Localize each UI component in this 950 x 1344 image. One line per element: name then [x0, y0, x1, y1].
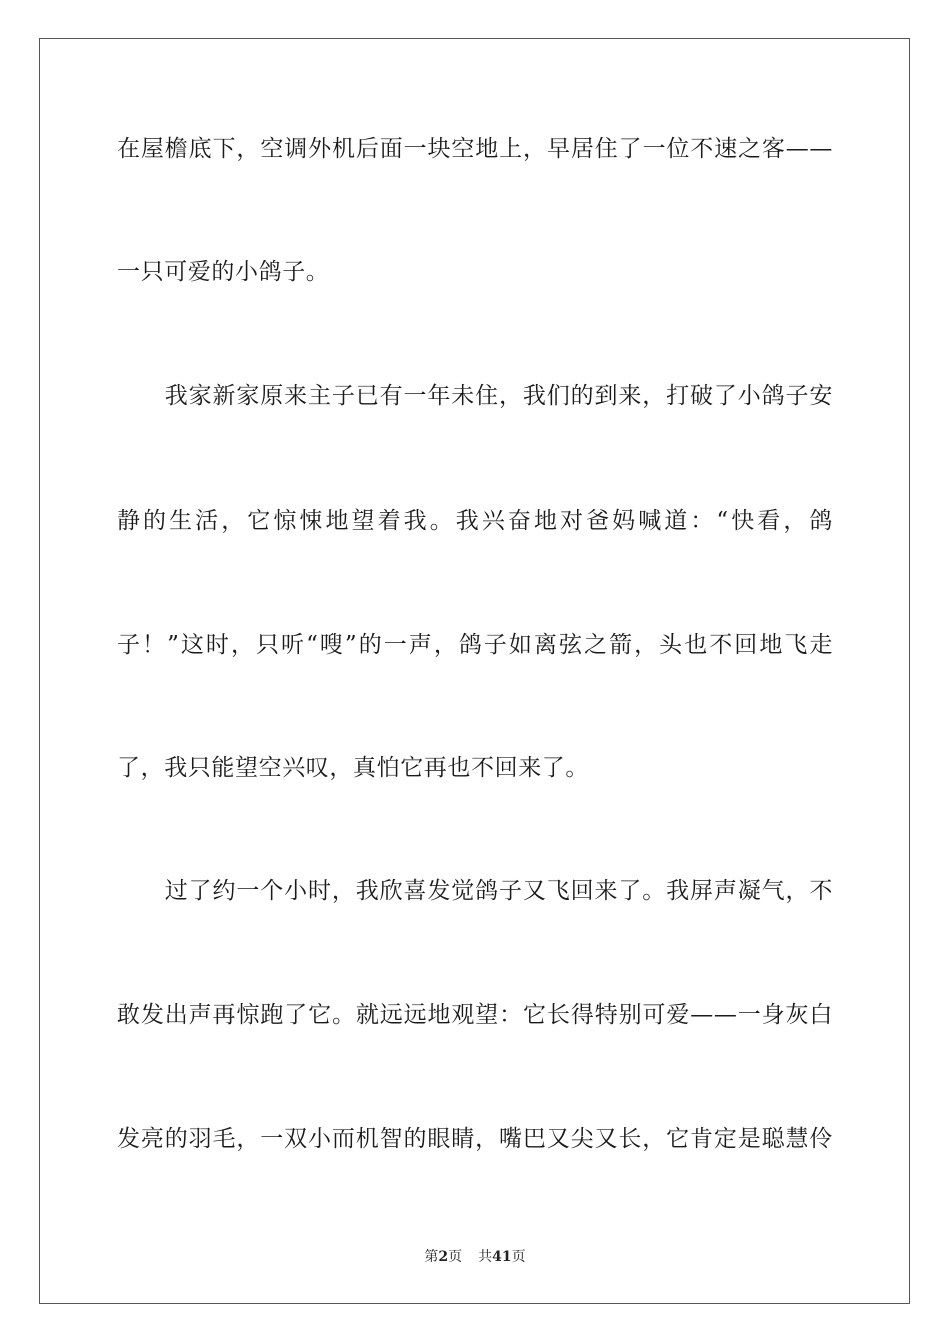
paragraph-line: 我家新家原来主子已有一年未住，我们的到来，打破了小鸽子安: [117, 383, 833, 409]
page-number-label: 第2页: [424, 1249, 463, 1265]
paragraph-line: 发亮的羽毛，一双小而机智的眼睛，嘴巴又尖又长，它肯定是聪慧伶: [117, 1126, 833, 1152]
paragraph-line: 过了约一个小时，我欣喜发觉鸽子又飞回来了。我屏声凝气，不: [117, 878, 833, 904]
paragraph-line: 子！”这时，只听“嗖”的一声，鸽子如离弦之箭，头也不回地飞走: [117, 632, 833, 658]
page-border: [39, 38, 910, 1304]
paragraph-line: 一只可爱的小鸽子。: [117, 259, 330, 285]
page-footer: [0, 1248, 950, 1266]
paragraph-line: 静的生活，它惊悚地望着我。我兴奋地对爸妈喊道：“快看，鸽: [117, 508, 833, 534]
total-pages-label: 共41页: [478, 1249, 526, 1265]
paragraph-line: 敢发出声再惊跑了它。就远远地观望：它长得特别可爱——一身灰白: [117, 1002, 833, 1028]
paragraph-line: 了，我只能望空兴叹，真怕它再也不回来了。: [117, 755, 589, 781]
paragraph-line: 在屋檐底下，空调外机后面一块空地上，早居住了一位不速之客——: [117, 136, 833, 162]
